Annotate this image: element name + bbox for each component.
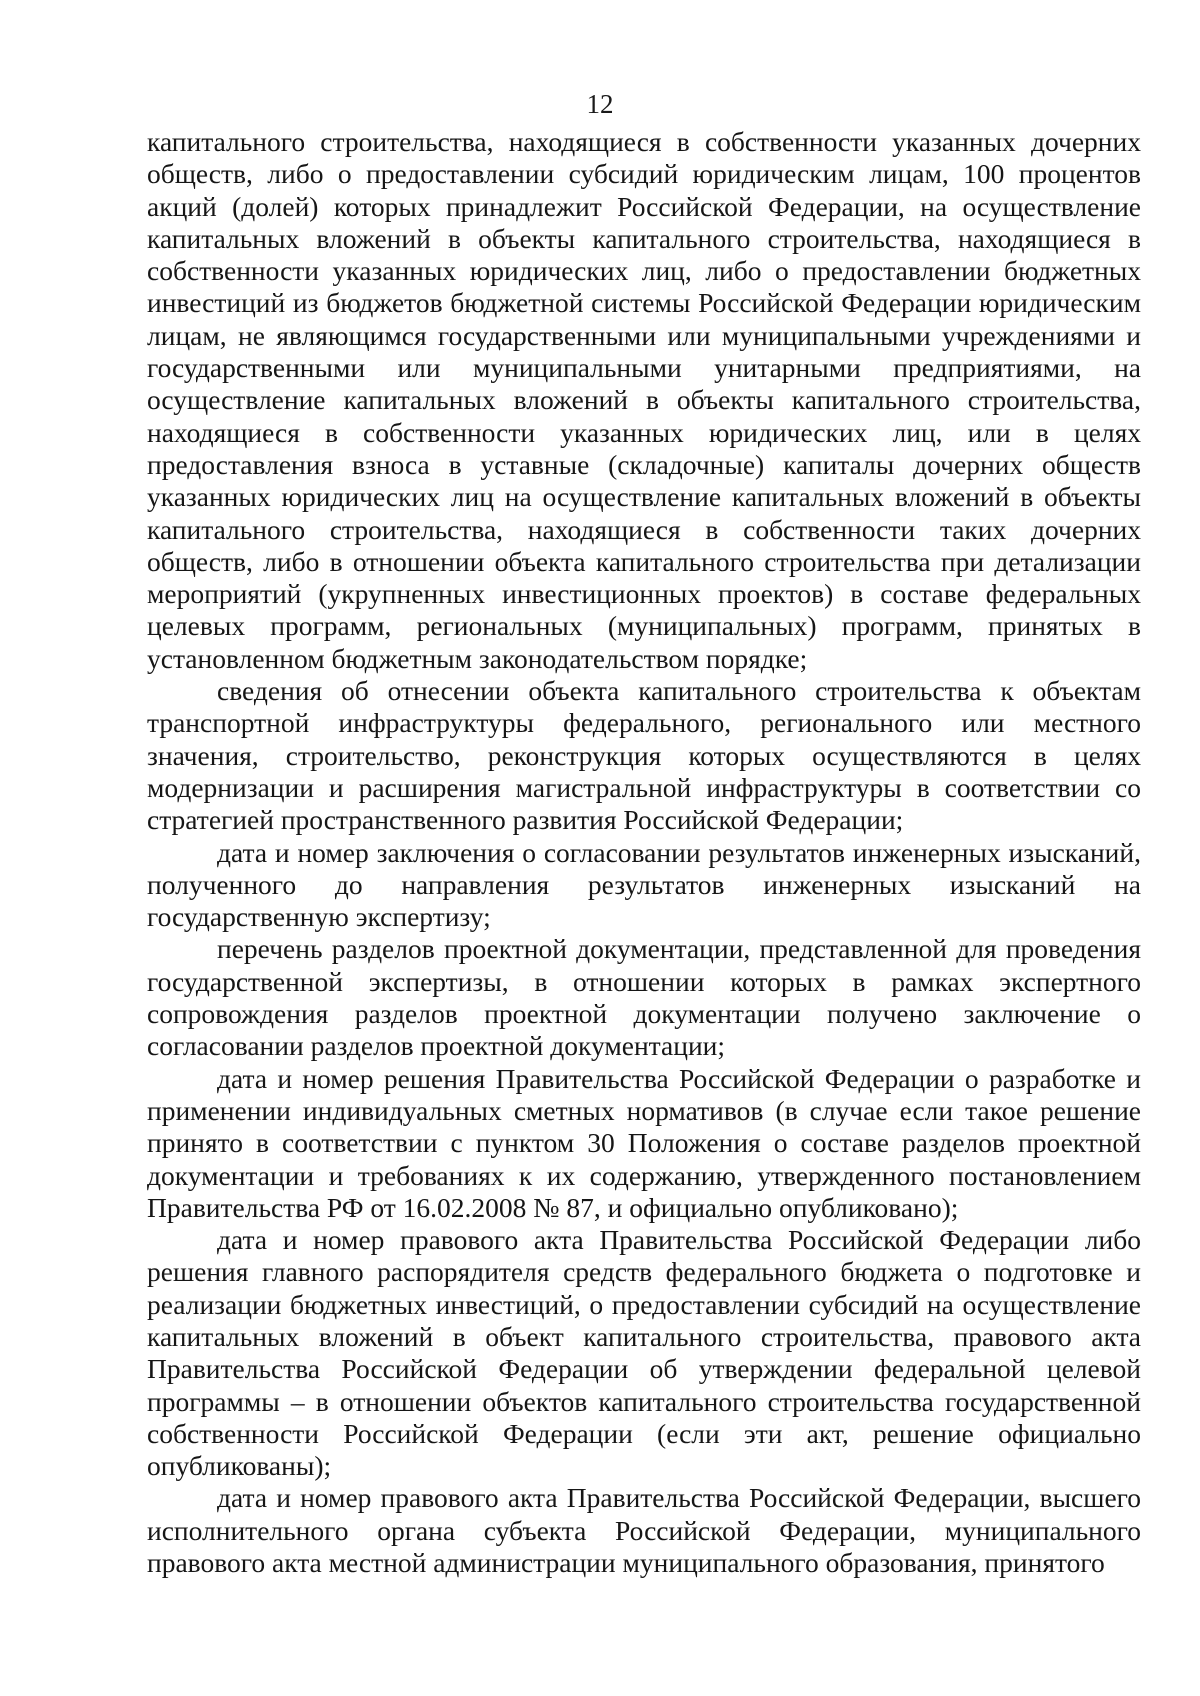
paragraph-estimate-norms-decision: дата и номер решения Правительства Российской Федерации о разработке и применении индивидуальных сметных нормативов (в случае если такое решение принято в соответствии с пунктом 30 Положения о составе разделов проектной документации и требованиях к их содержанию, утвержденного постановлением Правительства РФ от 16.02.2008 № 87, и официально опубликовано); [147, 1062, 1141, 1223]
page-number: 12 [586, 89, 614, 119]
paragraph-continuation: капитального строительства, находящиеся в собственности указанных дочерних обществ, либо о предоставлении субсидий юридическим лицам, 100 процентов акций (долей) которых принадлежит Российской Федерации, на осуществление капитальных вложений в объекты капитального строительства, находящиеся в собственности указанных юридических лиц, либо о предоставлении бюджетных инвестиций из бюджетов бюджетной системы Российской Федерации юридическим лицам, не являющимся государственными или муниципальными учреждениями и государственными или муниципальными унитарными предприятиями, на осуществление капитальных вложений в объекты капитального строительства, находящиеся в собственности указанных юридических лиц, или в целях предоставления взноса в уставные (складочные) капиталы дочерних обществ указанных юридических лиц на осуществление капитальных вложений в объекты капитального строительства, находящиеся в собственности таких дочерних обществ, либо в отношении объекта капитального строительства при детализации мероприятий (укрупненных инвестиционных проектов) в составе федеральных целевых программ, региональных (муниципальных) программ, принятых в установленном бюджетным законодательством порядке; [147, 126, 1141, 674]
paragraph-government-legal-act: дата и номер правового акта Правительства Российской Федерации либо решения главного распорядителя средств федерального бюджета о подготовке и реализации бюджетных инвестиций, о предоставлении субсидий на осуществление капитальных вложений в объект капитального строительства, правового акта Правительства Российской Федерации об утверждении федеральной целевой программы – в отношении объектов капитального строительства государственной собственности Российской Федерации (если эти акт, решение официально опубликованы); [147, 1224, 1141, 1482]
paragraph-design-sections-list: перечень разделов проектной документации, представленной для проведения государственной экспертизы, в отношении которых в рамках экспертного сопровождения разделов проектной документации получено заключение о согласовании разделов проектной документации; [147, 933, 1141, 1062]
paragraph-regional-legal-act: дата и номер правового акта Правительства Российской Федерации, высшего исполнительного органа субъекта Российской Федерации, муниципального правового акта местной администрации муниципального образования, принятого [147, 1482, 1141, 1579]
document-body [147, 126, 1141, 1579]
paragraph-engineering-surveys: дата и номер заключения о согласовании результатов инженерных изысканий, полученного до направления результатов инженерных изысканий на государственную экспертизу; [147, 836, 1141, 933]
paragraph-transport-infrastructure: сведения об отнесении объекта капитального строительства к объектам транспортной инфраструктуры федерального, регионального или местного значения, строительство, реконструкция которых осуществляются в целях модернизации и расширения магистральной инфраструктуры в соответствии со стратегией пространственного развития Российской Федерации; [147, 675, 1141, 836]
